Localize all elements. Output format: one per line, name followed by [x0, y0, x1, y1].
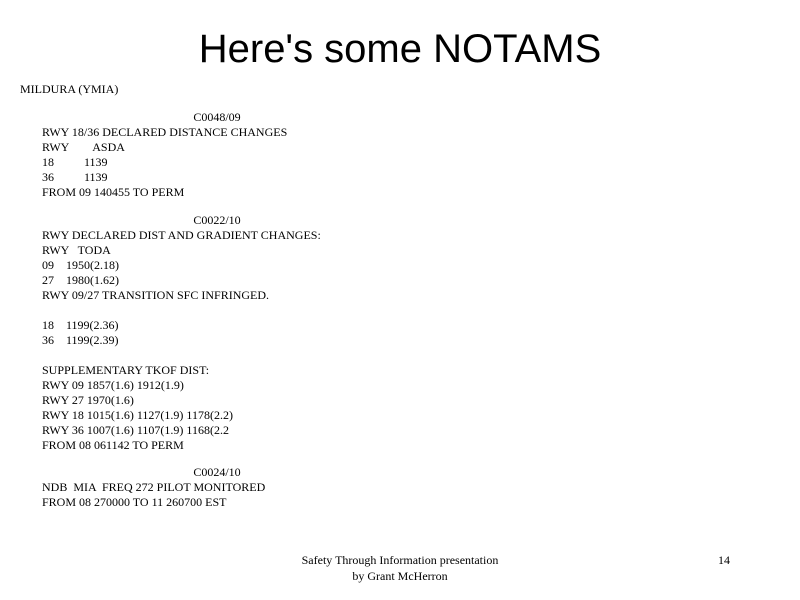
footer-credit	[250, 552, 550, 584]
notam-line: 18 1139	[42, 155, 108, 169]
notam-line: RWY 18/36 DECLARED DISTANCE CHANGES	[42, 125, 288, 139]
notam-block-3	[42, 465, 362, 510]
slide-title: Here's some NOTAMS	[198, 27, 602, 71]
notam-id: C0022/10	[193, 213, 241, 227]
notam-line: RWY TODA	[42, 243, 111, 257]
notam-line: RWY 09 1857(1.6) 1912(1.9)	[42, 378, 184, 392]
notam-block-1	[42, 110, 362, 200]
airport-name: MILDURA (YMIA)	[20, 82, 119, 96]
notam-line: SUPPLEMENTARY TKOF DIST:	[42, 363, 210, 377]
notam-id: C0048/09	[193, 110, 241, 124]
footer-line-1: Safety Through Information presentation	[301, 553, 499, 567]
notam-line: RWY 18 1015(1.6) 1127(1.9) 1178(2.2)	[42, 408, 233, 422]
notam-line: 18 1199(2.36)	[42, 318, 119, 332]
notam-line: RWY 09/27 TRANSITION SFC INFRINGED.	[42, 288, 270, 302]
notam-line: RWY DECLARED DIST AND GRADIENT CHANGES:	[42, 228, 321, 242]
notam-line: 36 1199(2.39)	[42, 333, 119, 347]
notam-line: RWY 27 1970(1.6)	[42, 393, 134, 407]
notam-block-2	[42, 213, 362, 453]
notam-line-blank	[42, 348, 362, 363]
footer-line-2: by Grant McHerron	[352, 569, 448, 583]
notam-line: 09 1950(2.18)	[42, 258, 119, 272]
notam-line: FROM 09 140455 TO PERM	[42, 185, 185, 199]
notam-line: 27 1980(1.62)	[42, 273, 119, 287]
notam-line: NDB MIA FREQ 272 PILOT MONITORED	[42, 480, 266, 494]
notam-line: FROM 08 270000 TO 11 260700 EST	[42, 495, 227, 509]
notam-line: RWY ASDA	[42, 140, 125, 154]
notam-line: RWY 36 1007(1.6) 1107(1.9) 1168(2.2	[42, 423, 229, 437]
notam-line: FROM 08 061142 TO PERM	[42, 438, 184, 452]
notam-line: 36 1139	[42, 170, 108, 184]
notam-id: C0024/10	[193, 465, 241, 479]
page-number: 14	[718, 553, 730, 567]
notam-line-blank	[42, 303, 362, 318]
